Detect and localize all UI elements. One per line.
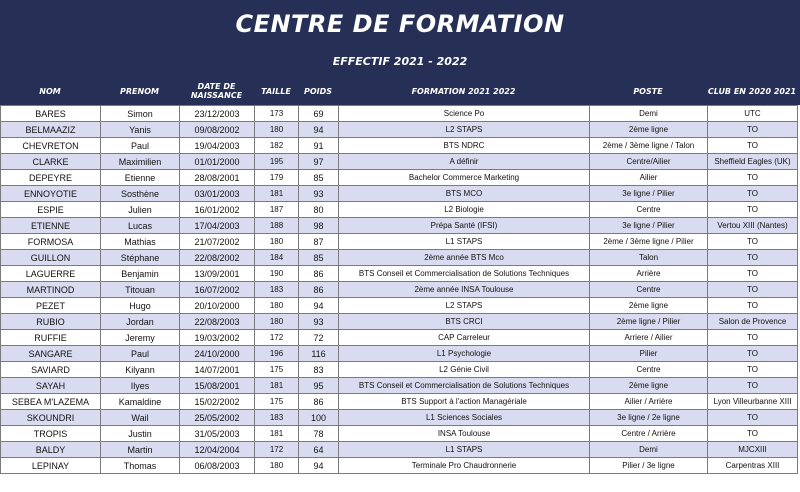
cell-naissance[interactable]: 22/08/2003: [180, 314, 255, 330]
cell-nom[interactable]: TROPIS: [1, 426, 101, 442]
cell-taille[interactable]: 180: [255, 458, 299, 474]
cell-naissance[interactable]: 06/08/2003: [180, 458, 255, 474]
cell-formation[interactable]: BTS Conseil et Commercialisation de Solutions Techniques: [339, 378, 590, 394]
cell-poids[interactable]: 72: [299, 330, 339, 346]
cell-poste[interactable]: 2ème ligne: [590, 298, 708, 314]
cell-prenom[interactable]: Justin: [101, 426, 180, 442]
table-row: [1, 298, 798, 314]
cell-prenom[interactable]: Wail: [101, 410, 180, 426]
cell-nom[interactable]: RUBIO: [1, 314, 101, 330]
cell-formation[interactable]: BTS MCO: [339, 186, 590, 202]
table-row: [1, 426, 798, 442]
cell-naissance[interactable]: 01/01/2000: [180, 154, 255, 170]
cell-nom[interactable]: ESPIE: [1, 202, 101, 218]
cell-poste[interactable]: Arrière: [590, 266, 708, 282]
cell-formation[interactable]: L2 STAPS: [339, 298, 590, 314]
cell-prenom[interactable]: Paul: [101, 346, 180, 362]
cell-club[interactable]: UTC: [708, 106, 798, 122]
cell-poids[interactable]: 64: [299, 442, 339, 458]
cell-nom[interactable]: SAVIARD: [1, 362, 101, 378]
cell-taille[interactable]: 183: [255, 410, 299, 426]
cell-nom[interactable]: ENNOYOTIE: [1, 186, 101, 202]
cell-taille[interactable]: 172: [255, 442, 299, 458]
cell-poste[interactable]: 3e ligne / Pilier: [590, 186, 708, 202]
cell-poids[interactable]: 98: [299, 218, 339, 234]
cell-naissance[interactable]: 19/03/2002: [180, 330, 255, 346]
cell-formation[interactable]: Bachelor Commerce Marketing: [339, 170, 590, 186]
cell-club[interactable]: TO: [708, 298, 798, 314]
column-header-nom[interactable]: NOM: [39, 86, 61, 96]
cell-nom[interactable]: SAYAH: [1, 378, 101, 394]
cell-prenom[interactable]: Benjamin: [101, 266, 180, 282]
cell-formation[interactable]: 2ème année BTS Mco: [339, 250, 590, 266]
cell-poste[interactable]: 3e ligne / Pilier: [590, 218, 708, 234]
table-row: [1, 378, 798, 394]
cell-poste[interactable]: Ailier / Arrière: [590, 394, 708, 410]
cell-club[interactable]: Lyon Villeurbanne XIII: [708, 394, 798, 410]
cell-taille[interactable]: 184: [255, 250, 299, 266]
cell-taille[interactable]: 181: [255, 378, 299, 394]
table-row: [1, 154, 798, 170]
cell-poste[interactable]: Centre: [590, 202, 708, 218]
table-row: [1, 442, 798, 458]
cell-club[interactable]: TO: [708, 282, 798, 298]
cell-naissance[interactable]: 13/09/2001: [180, 266, 255, 282]
cell-naissance[interactable]: 16/07/2002: [180, 282, 255, 298]
cell-poste[interactable]: Centre / Arrière: [590, 426, 708, 442]
table-row: [1, 266, 798, 282]
cell-club[interactable]: TO: [708, 170, 798, 186]
cell-taille[interactable]: 188: [255, 218, 299, 234]
cell-formation[interactable]: L1 STAPS: [339, 442, 590, 458]
cell-club[interactable]: TO: [708, 426, 798, 442]
table-row: [1, 122, 798, 138]
cell-naissance[interactable]: 21/07/2002: [180, 234, 255, 250]
cell-formation[interactable]: Science Po: [339, 106, 590, 122]
cell-formation[interactable]: Prépa Santé (IFSI): [339, 218, 590, 234]
cell-nom[interactable]: CLARKE: [1, 154, 101, 170]
cell-club[interactable]: Sheffield Eagles (UK): [708, 154, 798, 170]
cell-poids[interactable]: 80: [299, 202, 339, 218]
cell-naissance[interactable]: 24/10/2000: [180, 346, 255, 362]
cell-nom[interactable]: SANGARE: [1, 346, 101, 362]
cell-club[interactable]: Salon de Provence: [708, 314, 798, 330]
table-row: [1, 362, 798, 378]
cell-prenom[interactable]: Titouan: [101, 282, 180, 298]
roster-table: [0, 105, 798, 474]
table-row: [1, 282, 798, 298]
cell-naissance[interactable]: 14/07/2001: [180, 362, 255, 378]
cell-nom[interactable]: SEBEA M'LAZEMA: [1, 394, 101, 410]
cell-poste[interactable]: Centre: [590, 362, 708, 378]
table-row: [1, 330, 798, 346]
cell-club[interactable]: TO: [708, 250, 798, 266]
cell-formation[interactable]: L1 Sciences Sociales: [339, 410, 590, 426]
cell-prenom[interactable]: Mathias: [101, 234, 180, 250]
table-row: [1, 106, 798, 122]
cell-club[interactable]: TO: [708, 362, 798, 378]
cell-poids[interactable]: 94: [299, 122, 339, 138]
cell-prenom[interactable]: Sosthène: [101, 186, 180, 202]
cell-prenom[interactable]: Paul: [101, 138, 180, 154]
cell-poids[interactable]: 85: [299, 250, 339, 266]
cell-taille[interactable]: 181: [255, 186, 299, 202]
cell-poste[interactable]: 2ème / 3ème ligne / Talon: [590, 138, 708, 154]
cell-poste[interactable]: 3e ligne / 2e ligne: [590, 410, 708, 426]
cell-naissance[interactable]: 17/04/2003: [180, 218, 255, 234]
cell-poids[interactable]: 69: [299, 106, 339, 122]
cell-taille[interactable]: 195: [255, 154, 299, 170]
table-row: [1, 346, 798, 362]
cell-taille[interactable]: 196: [255, 346, 299, 362]
cell-naissance[interactable]: 31/05/2003: [180, 426, 255, 442]
cell-club[interactable]: TO: [708, 122, 798, 138]
cell-club[interactable]: TO: [708, 378, 798, 394]
cell-nom[interactable]: FORMOSA: [1, 234, 101, 250]
cell-naissance[interactable]: 16/01/2002: [180, 202, 255, 218]
cell-club[interactable]: Vertou XIII (Nantes): [708, 218, 798, 234]
cell-prenom[interactable]: Ilyes: [101, 378, 180, 394]
cell-naissance[interactable]: 22/08/2002: [180, 250, 255, 266]
column-header-formation[interactable]: FORMATION 2021 2022: [411, 86, 516, 96]
cell-poids[interactable]: 95: [299, 378, 339, 394]
cell-taille[interactable]: 180: [255, 122, 299, 138]
cell-formation[interactable]: BTS Support à l'action Managériale: [339, 394, 590, 410]
cell-club[interactable]: TO: [708, 138, 798, 154]
cell-naissance[interactable]: 25/05/2002: [180, 410, 255, 426]
cell-club[interactable]: TO: [708, 186, 798, 202]
table-row: [1, 218, 798, 234]
column-header-date-line1: DATE DE: [197, 82, 236, 91]
cell-prenom[interactable]: Stéphane: [101, 250, 180, 266]
column-header-poste[interactable]: POSTE: [633, 86, 663, 96]
cell-prenom[interactable]: Jeremy: [101, 330, 180, 346]
cell-nom[interactable]: LEPINAY: [1, 458, 101, 474]
cell-nom[interactable]: PEZET: [1, 298, 101, 314]
cell-club[interactable]: TO: [708, 410, 798, 426]
cell-poste[interactable]: Demi: [590, 442, 708, 458]
table-row: [1, 170, 798, 186]
cell-prenom[interactable]: Julien: [101, 202, 180, 218]
cell-poids[interactable]: 87: [299, 234, 339, 250]
cell-club[interactable]: TO: [708, 202, 798, 218]
column-header-poids[interactable]: POIDS: [303, 86, 333, 96]
table-row: [1, 186, 798, 202]
cell-formation[interactable]: BTS NDRC: [339, 138, 590, 154]
cell-nom[interactable]: MARTINOD: [1, 282, 101, 298]
cell-poste[interactable]: Pilier / 3e ligne: [590, 458, 708, 474]
cell-poids[interactable]: 91: [299, 138, 339, 154]
cell-naissance[interactable]: 15/08/2001: [180, 378, 255, 394]
cell-poids[interactable]: 116: [299, 346, 339, 362]
page-subtitle: EFFECTIF 2021 - 2022: [332, 55, 468, 68]
cell-poste[interactable]: Pilier: [590, 346, 708, 362]
cell-formation[interactable]: L1 Psychologie: [339, 346, 590, 362]
cell-poste[interactable]: Talon: [590, 250, 708, 266]
cell-taille[interactable]: 175: [255, 394, 299, 410]
table-row: [1, 202, 798, 218]
cell-taille[interactable]: 175: [255, 362, 299, 378]
cell-naissance[interactable]: 28/08/2001: [180, 170, 255, 186]
table-row: [1, 314, 798, 330]
cell-naissance[interactable]: 09/08/2002: [180, 122, 255, 138]
column-header-club[interactable]: CLUB EN 2020 2021: [707, 86, 797, 96]
cell-poids[interactable]: 86: [299, 282, 339, 298]
column-header-prenom[interactable]: PRENOM: [120, 86, 159, 96]
cell-prenom[interactable]: Martin: [101, 442, 180, 458]
cell-poids[interactable]: 94: [299, 458, 339, 474]
cell-poste[interactable]: Ailier: [590, 170, 708, 186]
cell-taille[interactable]: 183: [255, 282, 299, 298]
cell-prenom[interactable]: Jordan: [101, 314, 180, 330]
cell-club[interactable]: TO: [708, 330, 798, 346]
cell-formation[interactable]: L2 Génie Civil: [339, 362, 590, 378]
cell-prenom[interactable]: Etienne: [101, 170, 180, 186]
cell-naissance[interactable]: 03/01/2003: [180, 186, 255, 202]
cell-naissance[interactable]: 19/04/2003: [180, 138, 255, 154]
cell-poste[interactable]: Arriere / Ailier: [590, 330, 708, 346]
cell-formation[interactable]: L1 STAPS: [339, 234, 590, 250]
cell-formation[interactable]: BTS Conseil et Commercialisation de Solutions Techniques: [339, 266, 590, 282]
cell-club[interactable]: TO: [708, 234, 798, 250]
cell-formation[interactable]: CAP Carreleur: [339, 330, 590, 346]
cell-club[interactable]: TO: [708, 346, 798, 362]
cell-poids[interactable]: 93: [299, 314, 339, 330]
cell-formation[interactable]: Terminale Pro Chaudronnerie: [339, 458, 590, 474]
cell-formation[interactable]: 2ème année INSA Toulouse: [339, 282, 590, 298]
cell-nom[interactable]: CHEVRETON: [1, 138, 101, 154]
cell-poids[interactable]: 97: [299, 154, 339, 170]
cell-nom[interactable]: BELMAAZIZ: [1, 122, 101, 138]
cell-formation[interactable]: INSA Toulouse: [339, 426, 590, 442]
table-row: [1, 458, 798, 474]
cell-poids[interactable]: 94: [299, 298, 339, 314]
cell-nom[interactable]: BARES: [1, 106, 101, 122]
cell-prenom[interactable]: Simon: [101, 106, 180, 122]
cell-naissance[interactable]: 20/10/2000: [180, 298, 255, 314]
column-header-date-naissance[interactable]: [179, 78, 254, 104]
cell-taille[interactable]: 172: [255, 330, 299, 346]
cell-formation[interactable]: A définir: [339, 154, 590, 170]
cell-naissance[interactable]: 12/04/2004: [180, 442, 255, 458]
cell-poids[interactable]: 100: [299, 410, 339, 426]
cell-poids[interactable]: 78: [299, 426, 339, 442]
table-row: [1, 394, 798, 410]
cell-taille[interactable]: 173: [255, 106, 299, 122]
cell-nom[interactable]: DEPEYRE: [1, 170, 101, 186]
table-row: [1, 138, 798, 154]
cell-poste[interactable]: Demi: [590, 106, 708, 122]
cell-nom[interactable]: GUILLON: [1, 250, 101, 266]
cell-taille[interactable]: 187: [255, 202, 299, 218]
cell-formation[interactable]: L2 Biologie: [339, 202, 590, 218]
cell-taille[interactable]: 180: [255, 234, 299, 250]
cell-poste[interactable]: Centre: [590, 282, 708, 298]
cell-poids[interactable]: 86: [299, 266, 339, 282]
column-header-date-line2: NAISSANCE: [190, 91, 243, 100]
cell-taille[interactable]: 182: [255, 138, 299, 154]
cell-prenom[interactable]: Yanis: [101, 122, 180, 138]
cell-prenom[interactable]: Lucas: [101, 218, 180, 234]
cell-club[interactable]: Carpentras XIII: [708, 458, 798, 474]
cell-taille[interactable]: 180: [255, 314, 299, 330]
cell-poste[interactable]: 2ème ligne / Pilier: [590, 314, 708, 330]
table-row: [1, 250, 798, 266]
cell-poids[interactable]: 86: [299, 394, 339, 410]
cell-nom[interactable]: BALDY: [1, 442, 101, 458]
cell-formation[interactable]: L2 STAPS: [339, 122, 590, 138]
cell-poste[interactable]: 2ème ligne: [590, 378, 708, 394]
cell-poids[interactable]: 83: [299, 362, 339, 378]
cell-nom[interactable]: ETIENNE: [1, 218, 101, 234]
cell-nom[interactable]: SKOUNDRI: [1, 410, 101, 426]
column-header-taille[interactable]: TAILLE: [261, 86, 291, 96]
cell-poids[interactable]: 93: [299, 186, 339, 202]
cell-taille[interactable]: 181: [255, 426, 299, 442]
cell-prenom[interactable]: Maximilien: [101, 154, 180, 170]
cell-taille[interactable]: 190: [255, 266, 299, 282]
roster-body: [1, 106, 798, 474]
cell-club[interactable]: TO: [708, 266, 798, 282]
cell-taille[interactable]: 179: [255, 170, 299, 186]
cell-prenom[interactable]: Kilyann: [101, 362, 180, 378]
cell-naissance[interactable]: 23/12/2003: [180, 106, 255, 122]
cell-naissance[interactable]: 15/02/2002: [180, 394, 255, 410]
cell-poste[interactable]: 2ème / 3ème ligne / Pilier: [590, 234, 708, 250]
table-row: [1, 410, 798, 426]
cell-nom[interactable]: LAGUERRE: [1, 266, 101, 282]
cell-poste[interactable]: 2ème ligne: [590, 122, 708, 138]
cell-prenom[interactable]: Thomas: [101, 458, 180, 474]
cell-poste[interactable]: Centre/Ailier: [590, 154, 708, 170]
cell-formation[interactable]: BTS CRCI: [339, 314, 590, 330]
cell-poids[interactable]: 85: [299, 170, 339, 186]
cell-taille[interactable]: 180: [255, 298, 299, 314]
page-title: CENTRE DE FORMATION: [235, 10, 565, 38]
table-row: [1, 234, 798, 250]
cell-nom[interactable]: RUFFIE: [1, 330, 101, 346]
cell-club[interactable]: MJCXIII: [708, 442, 798, 458]
cell-prenom[interactable]: Hugo: [101, 298, 180, 314]
cell-prenom[interactable]: Kamaldine: [101, 394, 180, 410]
